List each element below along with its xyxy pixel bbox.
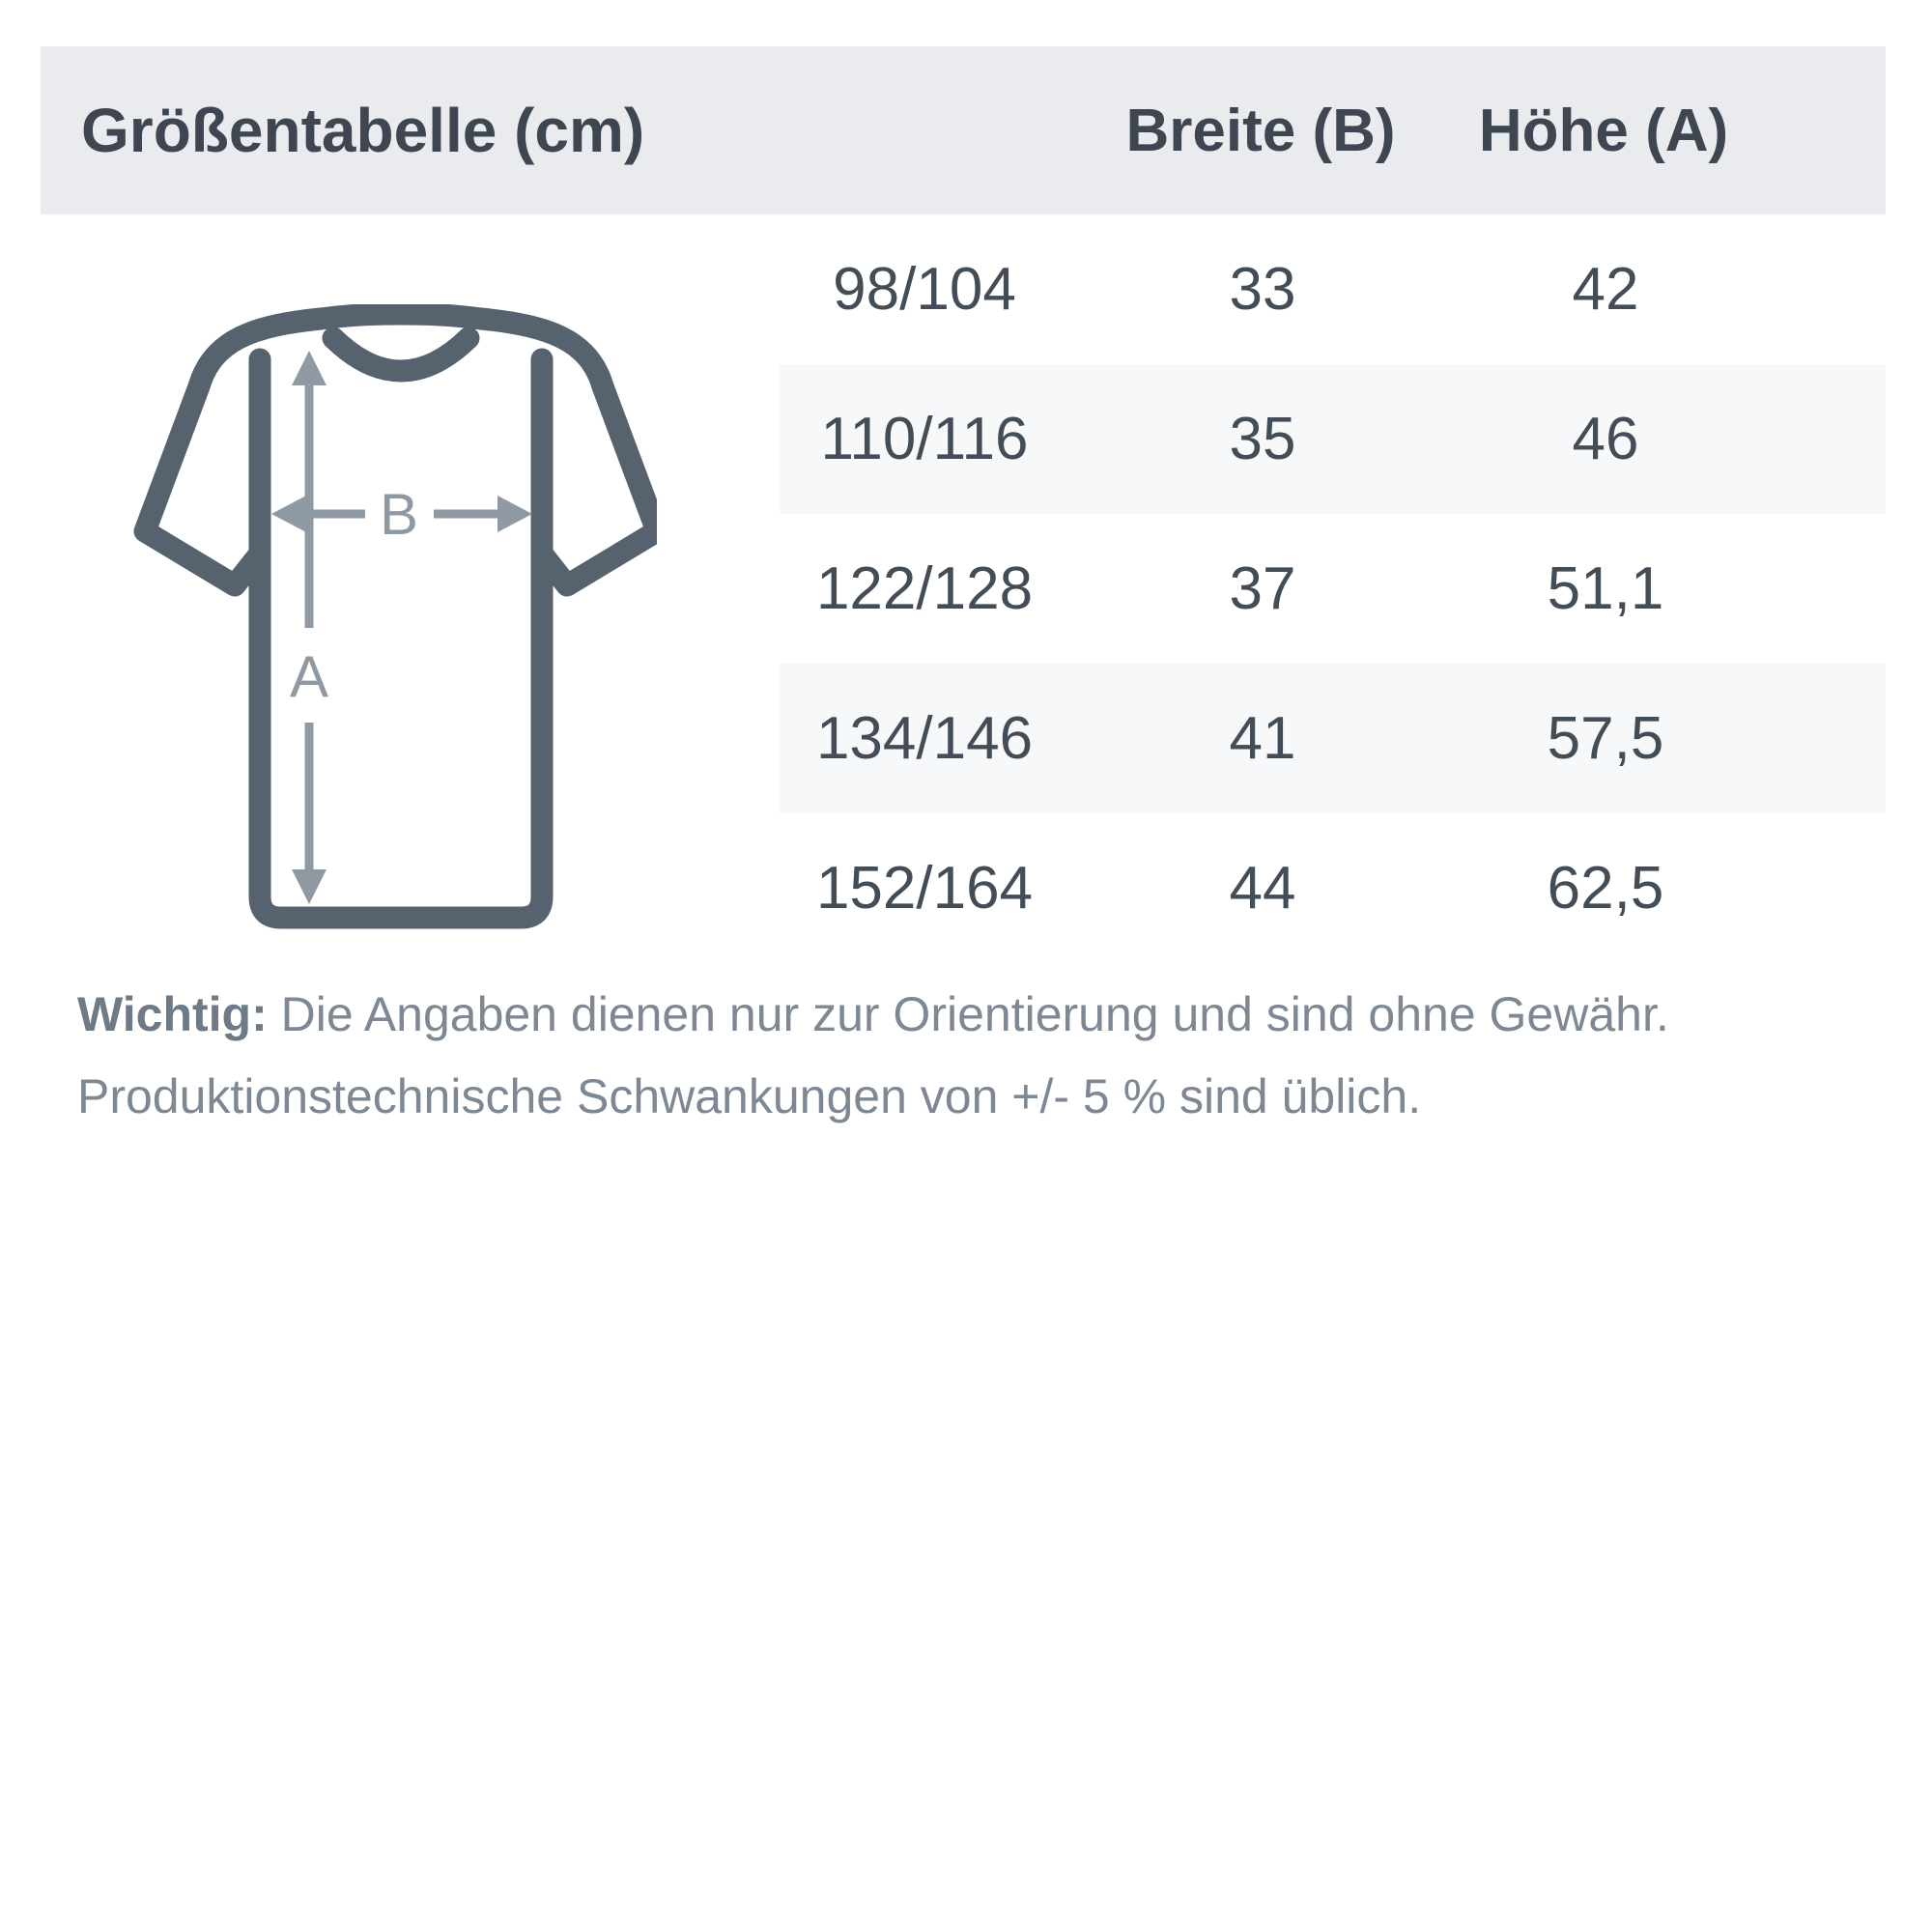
tshirt-measurement-diagram xyxy=(106,304,657,942)
disclaimer-note xyxy=(77,974,1874,1138)
height-label: A xyxy=(289,644,329,709)
page-title: Größentabelle (cm) xyxy=(81,96,645,165)
table-row xyxy=(780,364,1886,514)
size-cell: 152/164 xyxy=(815,855,1034,922)
hoehe-cell: 57,5 xyxy=(1547,705,1664,772)
tshirt-body-outline xyxy=(260,359,542,918)
hoehe-cell: 51,1 xyxy=(1547,555,1664,622)
breite-cell: 35 xyxy=(1229,406,1296,472)
size-cell: 122/128 xyxy=(815,555,1034,622)
tshirt-collar xyxy=(333,338,469,371)
table-row xyxy=(780,514,1886,664)
hoehe-cell: 46 xyxy=(1572,406,1639,472)
note-prefix: Wichtig: xyxy=(77,987,268,1041)
size-cell: 134/146 xyxy=(815,705,1034,772)
column-header-breite: Breite (B) xyxy=(1125,97,1396,164)
breite-cell: 37 xyxy=(1229,555,1296,622)
width-label: B xyxy=(379,482,419,547)
hoehe-cell: 62,5 xyxy=(1547,855,1664,922)
breite-cell: 33 xyxy=(1229,256,1296,323)
size-table xyxy=(780,214,1886,963)
breite-cell: 44 xyxy=(1229,855,1296,922)
size-cell: 110/116 xyxy=(820,406,1029,472)
table-row xyxy=(780,813,1886,963)
note-line2: Produktionstechnische Schwankungen von +/- 5 % sind üblich. xyxy=(77,1069,1422,1123)
breite-cell: 41 xyxy=(1229,705,1296,772)
table-header xyxy=(41,46,1886,214)
note-line1: Die Angaben dienen nur zur Orientierung und sind ohne Gewähr. xyxy=(280,987,1669,1041)
column-header-hoehe: Höhe (A) xyxy=(1478,97,1729,164)
table-row xyxy=(780,664,1886,813)
size-cell: 98/104 xyxy=(833,256,1016,323)
table-row xyxy=(780,214,1886,364)
tshirt-icon xyxy=(106,304,657,942)
height-arrow xyxy=(289,351,329,904)
hoehe-cell: 42 xyxy=(1572,256,1639,323)
